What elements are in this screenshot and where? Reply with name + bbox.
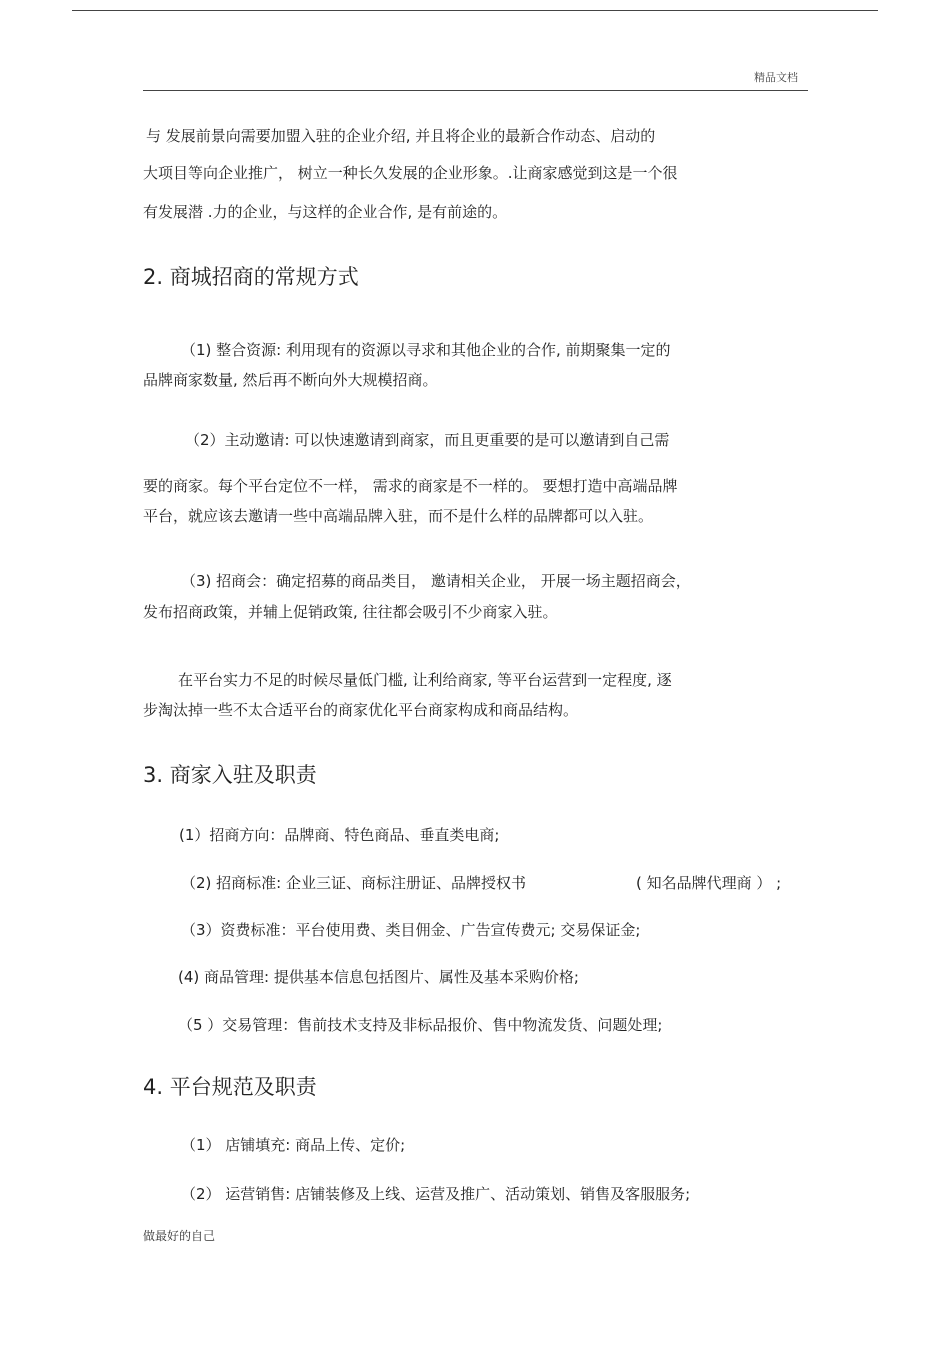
section-2-item-3-line-1: （3) 招商会：确定招募的商品类目， 邀请相关企业， 开展一场主题招商会， [181,572,691,590]
section-3-item-3: （3）资费标准：平台使用费、类目佣金、广告宣传费元; 交易保证金; [181,921,641,939]
intro-line-1: 与 发展前景向需要加盟入驻的企业介绍, 并且将企业的最新合作动态、启动的 [146,127,656,145]
section-4-item-2: （2） 运营销售: 店铺装修及上线、运营及推广、活动策划、销售及客服服务; [181,1185,691,1203]
section-3-item-4: (4) 商品管理: 提供基本信息包括图片、属性及基本采购价格; [178,968,579,986]
page-footer-text: 做最好的自己 [143,1229,216,1243]
section-2-item-2-line-2: 要的商家。每个平台定位不一样， 需求的商家是不一样的。 要想打造中高端品牌 [143,477,678,495]
section-2-item-2-line-1: （2）主动邀请: 可以快速邀请到商家，而且更重要的是可以邀请到自己需 [185,431,670,449]
section-3-item-1: (1）招商方向：品牌商、特色商品、垂直类电商; [179,826,500,844]
top-border-line [72,10,878,11]
section-2-item-3-line-2: 发布招商政策，并辅上促销政策, 往往都会吸引不少商家入驻。 [143,603,558,621]
header-divider [143,90,808,91]
page-header-title: 精品文档 [754,71,798,84]
section-2-heading: 2. 商城招商的常规方式 [143,265,359,289]
section-2-item-1-line-2: 品牌商家数量, 然后再不断向外大规模招商。 [143,371,438,389]
section-2-item-1-line-1: （1) 整合资源: 利用现有的资源以寻求和其他企业的合作, 前期聚集一定的 [181,341,671,359]
section-4-item-1: （1） 店铺填充: 商品上传、定价; [181,1136,406,1154]
section-2-item-2-line-3: 平台，就应该去邀请一些中高端品牌入驻，而不是什么样的品牌都可以入驻。 [143,507,654,525]
section-3-item-5: （5 ）交易管理：售前技术支持及非标品报价、售中物流发货、问题处理; [178,1016,663,1034]
section-3-item-2: （2) 招商标准: 企业三证、商标注册证、品牌授权书 [181,874,526,892]
section-2-note-line-2: 步淘汰掉一些不太合适平台的商家优化平台商家构成和商品结构。 [143,701,579,719]
section-2-note-line-1: 在平台实力不足的时候尽量低门槛, 让利给商家, 等平台运营到一定程度, 逐 [178,671,672,689]
section-4-heading: 4. 平台规范及职责 [143,1075,317,1099]
intro-line-3: 有发展潜 .力的企业，与这样的企业合作, 是有前途的。 [143,203,508,221]
section-3-item-2-suffix: ( 知名品牌代理商 ） ; [636,874,782,892]
section-3-heading: 3. 商家入驻及职责 [143,763,317,787]
intro-line-2: 大项目等向企业推广， 树立一种长久发展的企业形象。.让商家感觉到这是一个很 [143,164,678,182]
